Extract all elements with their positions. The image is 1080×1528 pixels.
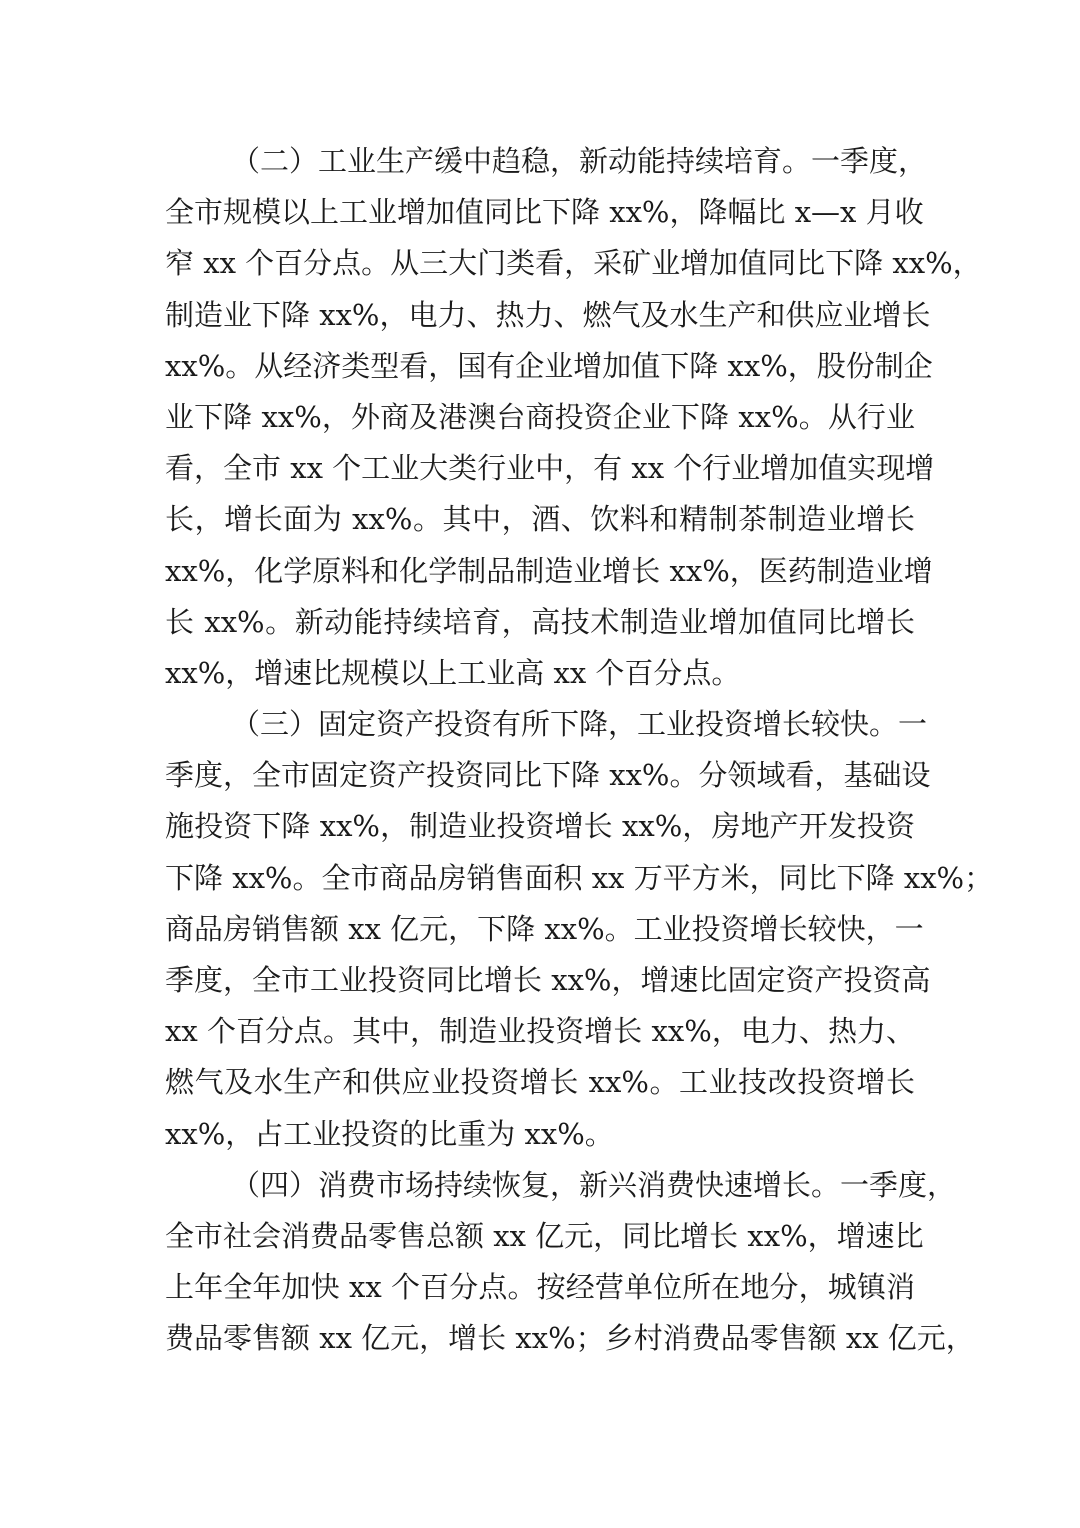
paragraph-line: 全市社会消费品零售总额 xx 亿元，同比增长 xx%，增速比	[165, 1218, 924, 1253]
paragraph-line: xx%，化学原料和化学制品制造业增长 xx%，医药制造业增	[165, 553, 933, 588]
paragraph-line: 施投资下降 xx%，制造业投资增长 xx%，房地产开发投资	[165, 809, 915, 844]
paragraph-line: 看，全市 xx 个工业大类行业中，有 xx 个行业增加值实现增	[165, 451, 935, 486]
paragraph-line: xx%，占工业投资的比重为 xx%。	[165, 1116, 614, 1151]
paragraph-line: xx%，增速比规模以上工业高 xx 个百分点。	[165, 655, 741, 690]
paragraph-line: 下降 xx%。全市商品房销售面积 xx 万平方米，同比下降 xx%；	[165, 860, 994, 895]
paragraph-line: 季度，全市固定资产投资同比下降 xx%。分领域看，基础设	[165, 758, 931, 793]
paragraph-industrial-production	[165, 136, 982, 699]
paragraph-line: （四）消费市场持续恢复，新兴消费快速增长。一季度，	[231, 1167, 957, 1202]
paragraph-line: 季度，全市工业投资同比增长 xx%，增速比固定资产投资高	[165, 963, 931, 997]
paragraph-line: 长，增长面为 xx%。其中，酒、饮料和精制茶制造业增长	[165, 502, 915, 537]
paragraph-consumer-market	[165, 1160, 975, 1365]
paragraph-line: 上年全年加快 xx 个百分点。按经营单位所在地分，城镇消	[165, 1270, 915, 1305]
paragraph-line: 费品零售额 xx 亿元，增长 xx%；乡村消费品零售额 xx 亿元，	[165, 1321, 975, 1356]
paragraph-fixed-asset-investment	[165, 699, 994, 1160]
paragraph-line: 制造业下降 xx%，电力、热力、燃气及水生产和供应业增长	[165, 297, 931, 332]
paragraph-line: xx%。从经济类型看，国有企业增加值下降 xx%，股份制企	[165, 348, 933, 383]
paragraph-line: 商品房销售额 xx 亿元，下降 xx%。工业投资增长较快，一	[165, 911, 924, 946]
document-body	[165, 136, 994, 1365]
paragraph-line: 全市规模以上工业增加值同比下降 xx%，降幅比 x—x 月收	[165, 195, 924, 230]
paragraph-line: 窄 xx 个百分点。从三大门类看，采矿业增加值同比下降 xx%，	[165, 246, 982, 281]
paragraph-line: （三）固定资产投资有所下降，工业投资增长较快。一	[231, 707, 928, 742]
paragraph-line: 长 xx%。新动能持续培育，高技术制造业增加值同比增长	[165, 604, 915, 639]
paragraph-line: （二）工业生产缓中趋稳，新动能持续培育。一季度，	[231, 144, 928, 178]
paragraph-line: 业下降 xx%，外商及港澳台商投资企业下降 xx%。从行业	[165, 399, 915, 434]
paragraph-line: 燃气及水生产和供应业投资增长 xx%。工业技改投资增长	[165, 1065, 915, 1100]
paragraph-line: xx 个百分点。其中，制造业投资增长 xx%，电力、热力、	[165, 1014, 915, 1049]
